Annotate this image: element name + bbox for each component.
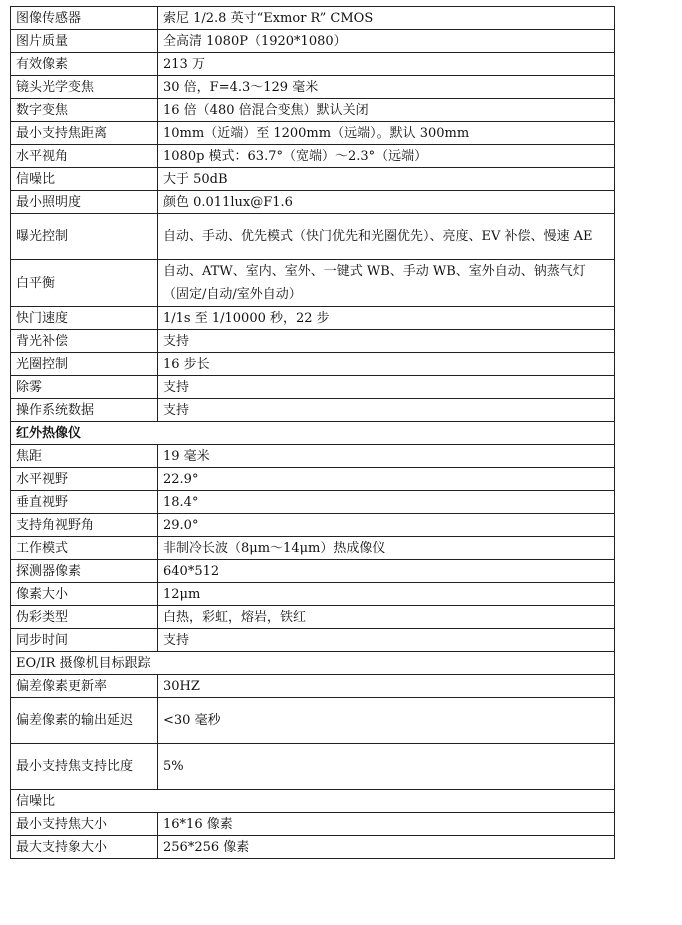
spec-value: 16 倍（480 倍混合变焦）默认关闭 (158, 99, 615, 122)
table-row (11, 353, 615, 376)
table-row (11, 330, 615, 353)
table-row (11, 468, 615, 491)
table-row (11, 7, 615, 30)
spec-value: 256*256 像素 (158, 836, 615, 859)
spec-label: 焦距 (11, 445, 158, 468)
spec-label: 最小支持焦距离 (11, 122, 158, 145)
spec-value: 非制冷长波（8μm～14μm）热成像仪 (158, 537, 615, 560)
spec-value: 213 万 (158, 53, 615, 76)
spec-value: 16*16 像素 (158, 813, 615, 836)
table-row (11, 376, 615, 399)
section-title-snr: 信噪比 (11, 790, 615, 813)
section-header-row (11, 790, 615, 813)
table-row (11, 76, 615, 99)
table-row (11, 813, 615, 836)
table-row (11, 145, 615, 168)
table-row (11, 307, 615, 330)
spec-value: 大于 50dB (158, 168, 615, 191)
spec-label: 快门速度 (11, 307, 158, 330)
table-row (11, 53, 615, 76)
spec-label: 最小支持焦支持比度 (11, 744, 158, 790)
spec-label: 镜头光学变焦 (11, 76, 158, 99)
table-row (11, 260, 615, 307)
spec-label: 数字变焦 (11, 99, 158, 122)
spec-value: 1080p 模式：63.7°（宽端）～2.3°（远端） (158, 145, 615, 168)
spec-label: 图片质量 (11, 30, 158, 53)
spec-label: 伪彩类型 (11, 606, 158, 629)
spec-label: 水平视野 (11, 468, 158, 491)
table-row (11, 399, 615, 422)
spec-label: 像素大小 (11, 583, 158, 606)
table-row (11, 836, 615, 859)
spec-value: 支持 (158, 399, 615, 422)
table-row (11, 629, 615, 652)
spec-label: 操作系统数据 (11, 399, 158, 422)
spec-value: 自动、ATW、室内、室外、一键式 WB、手动 WB、室外自动、钠蒸气灯（固定/自动/室外自动） (158, 260, 615, 307)
spec-value: 10mm（近端）至 1200mm（远端）。默认 300mm (158, 122, 615, 145)
spec-value: 22.9° (158, 468, 615, 491)
spec-label: 支持角视野角 (11, 514, 158, 537)
table-row (11, 537, 615, 560)
spec-table (10, 6, 615, 859)
spec-value: 支持 (158, 330, 615, 353)
section-title-ir: 红外热像仪 (11, 422, 615, 445)
spec-label: 工作模式 (11, 537, 158, 560)
table-row (11, 675, 615, 698)
spec-label: 同步时间 (11, 629, 158, 652)
table-row (11, 191, 615, 214)
spec-value: 全高清 1080P（1920*1080） (158, 30, 615, 53)
spec-value: 29.0° (158, 514, 615, 537)
table-row (11, 30, 615, 53)
spec-label: 偏差像素更新率 (11, 675, 158, 698)
spec-label: 垂直视野 (11, 491, 158, 514)
table-row (11, 744, 615, 790)
table-row (11, 214, 615, 260)
spec-label: 最小支持焦大小 (11, 813, 158, 836)
table-row (11, 99, 615, 122)
table-row (11, 606, 615, 629)
spec-label: 除雾 (11, 376, 158, 399)
spec-label: 信噪比 (11, 168, 158, 191)
spec-value: 12μm (158, 583, 615, 606)
spec-value: 白热，彩虹，熔岩，铁红 (158, 606, 615, 629)
table-row (11, 491, 615, 514)
section-title-eo: EO/IR 摄像机目标跟踪 (11, 652, 615, 675)
table-row (11, 583, 615, 606)
spec-label: 背光补偿 (11, 330, 158, 353)
section-header-row (11, 422, 615, 445)
table-row (11, 560, 615, 583)
spec-value: <30 毫秒 (158, 698, 615, 744)
spec-label: 偏差像素的输出延迟 (11, 698, 158, 744)
table-row (11, 168, 615, 191)
spec-value: 30HZ (158, 675, 615, 698)
spec-value: 640*512 (158, 560, 615, 583)
spec-label: 图像传感器 (11, 7, 158, 30)
spec-value: 1/1s 至 1/10000 秒，22 步 (158, 307, 615, 330)
spec-value: 颜色 0.011lux@F1.6 (158, 191, 615, 214)
spec-value: 16 步长 (158, 353, 615, 376)
table-row (11, 514, 615, 537)
spec-value: 索尼 1/2.8 英寸“Exmor R” CMOS (158, 7, 615, 30)
spec-label: 探测器像素 (11, 560, 158, 583)
spec-label: 光圈控制 (11, 353, 158, 376)
section-header-row (11, 652, 615, 675)
spec-value: 自动、手动、优先模式（快门优先和光圈优先）、亮度、EV 补偿、慢速 AE (158, 214, 615, 260)
table-row (11, 122, 615, 145)
spec-label: 最小照明度 (11, 191, 158, 214)
spec-value: 19 毫米 (158, 445, 615, 468)
spec-label: 曝光控制 (11, 214, 158, 260)
spec-value: 支持 (158, 376, 615, 399)
table-row (11, 445, 615, 468)
spec-label: 水平视角 (11, 145, 158, 168)
spec-label: 白平衡 (11, 260, 158, 307)
spec-value: 30 倍，F=4.3～129 毫米 (158, 76, 615, 99)
table-row (11, 698, 615, 744)
spec-label: 最大支持象大小 (11, 836, 158, 859)
spec-value: 18.4° (158, 491, 615, 514)
spec-value: 支持 (158, 629, 615, 652)
spec-value: 5% (158, 744, 615, 790)
spec-label: 有效像素 (11, 53, 158, 76)
